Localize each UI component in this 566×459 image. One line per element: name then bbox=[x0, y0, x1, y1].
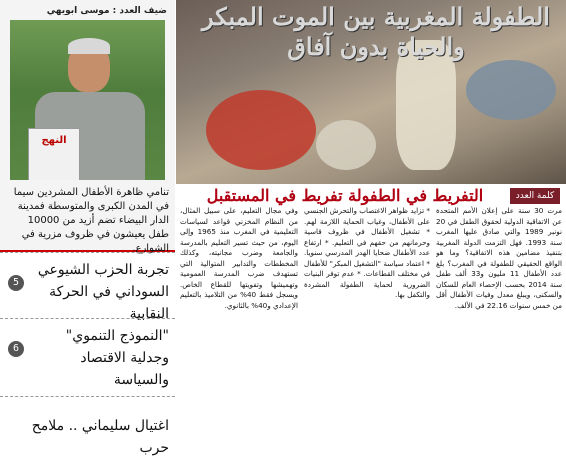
guest-name: موسى ابويهي bbox=[46, 6, 110, 16]
teaser-text: تجربة الحزب الشيوعي السوداني في الحركة النقابية bbox=[37, 262, 169, 322]
article-column-middle: * تزايد ظواهر الاغتصاب والتحرش الجنسي على الأطفال، وغياب الحماية اللازمة لهم. * تشغيل الأطفال في ظروف قاسية وحرمانهم من حقهم في التعليم. * ارتفاع عدد الأطفال ضحايا الهدر المدرسي سنويا. * اعتماد سياسة "التشغيل المبكر" للأطفال في مختلف القطاعات. * عدم توفر البنيات الضرورية لحماية الطفولة المشردة والتكفل بها. bbox=[304, 206, 430, 299]
section-tag: كلمة العدد bbox=[510, 188, 560, 204]
teaser-item[interactable] bbox=[0, 396, 175, 456]
guest-header bbox=[8, 6, 167, 16]
teaser-text: اغتيال سليماني .. ملامح حرب bbox=[31, 418, 169, 456]
hero-image bbox=[176, 0, 566, 184]
hero-title: الطفولة المغربية بين الموت المبكر والحياة بدون آفاق bbox=[202, 2, 550, 61]
article-title: التفريط في الطفولة تفريط في المستقبل bbox=[206, 186, 484, 205]
guest-photo bbox=[10, 20, 165, 180]
guest-label: ضيف العدد : bbox=[112, 6, 167, 16]
teaser-text: "النموذج التنموي" وجدلية الاقتصاد والسياسة bbox=[65, 328, 169, 388]
article-column-left: وفي مجال التعليم، على سبيل المثال، من النظام المخزني قواعد لسياسات التعليمية في المغرب منذ 1965 وإلى اليوم، من حيث تسير التعليم بالمدرسة والجامعة وضرب مجانيته، وكذلك المخططات والتدابير المتوالية التي تستهدف ضرب المدرسة العمومية وتهميشها وتفويتها للقطاع الخاص. ويسجل فقط 40% من التلاميذ بالتعليم الإعدادي و40% بالثانوي. bbox=[180, 206, 298, 310]
article-column-right: مرت 30 سنة على إعلان الأمم المتحدة عن الاتفاقية الدولية لحقوق الطفل في 20 نونبر 1989 والتي صادق عليها المغرب سنة 1993. فهل التزمت الدولة المغربية بتنفيذ مضامين هذه الاتفاقية؟ وما هو الواقع الحقيقي للطفولة في المغرب؟ بلغ عدد الأطفال 11 مليون و33 ألف طفل سنة 2014 بحسب الإحصاء العام للسكان والسكنى، ويبلغ معدل وفيات الأطفال أقل من خمس سنوات 22.16 في الألف. bbox=[436, 206, 562, 310]
guest-box bbox=[0, 0, 175, 252]
newspaper-icon: النهج bbox=[28, 128, 80, 180]
teaser-item[interactable] bbox=[0, 318, 175, 388]
guest-caption: تنامي ظاهرة الأطفال المشردين سيما في المدن الكبرى والمتوسطة فمدينة الدار البيضاء تضم أزيد من 10000 طفل يعيشون في ظروف مزرية في الشوارع. bbox=[13, 187, 169, 254]
teaser-number: 6 bbox=[8, 341, 24, 357]
teaser-item[interactable] bbox=[0, 252, 175, 322]
teaser-number: 5 bbox=[8, 275, 24, 291]
